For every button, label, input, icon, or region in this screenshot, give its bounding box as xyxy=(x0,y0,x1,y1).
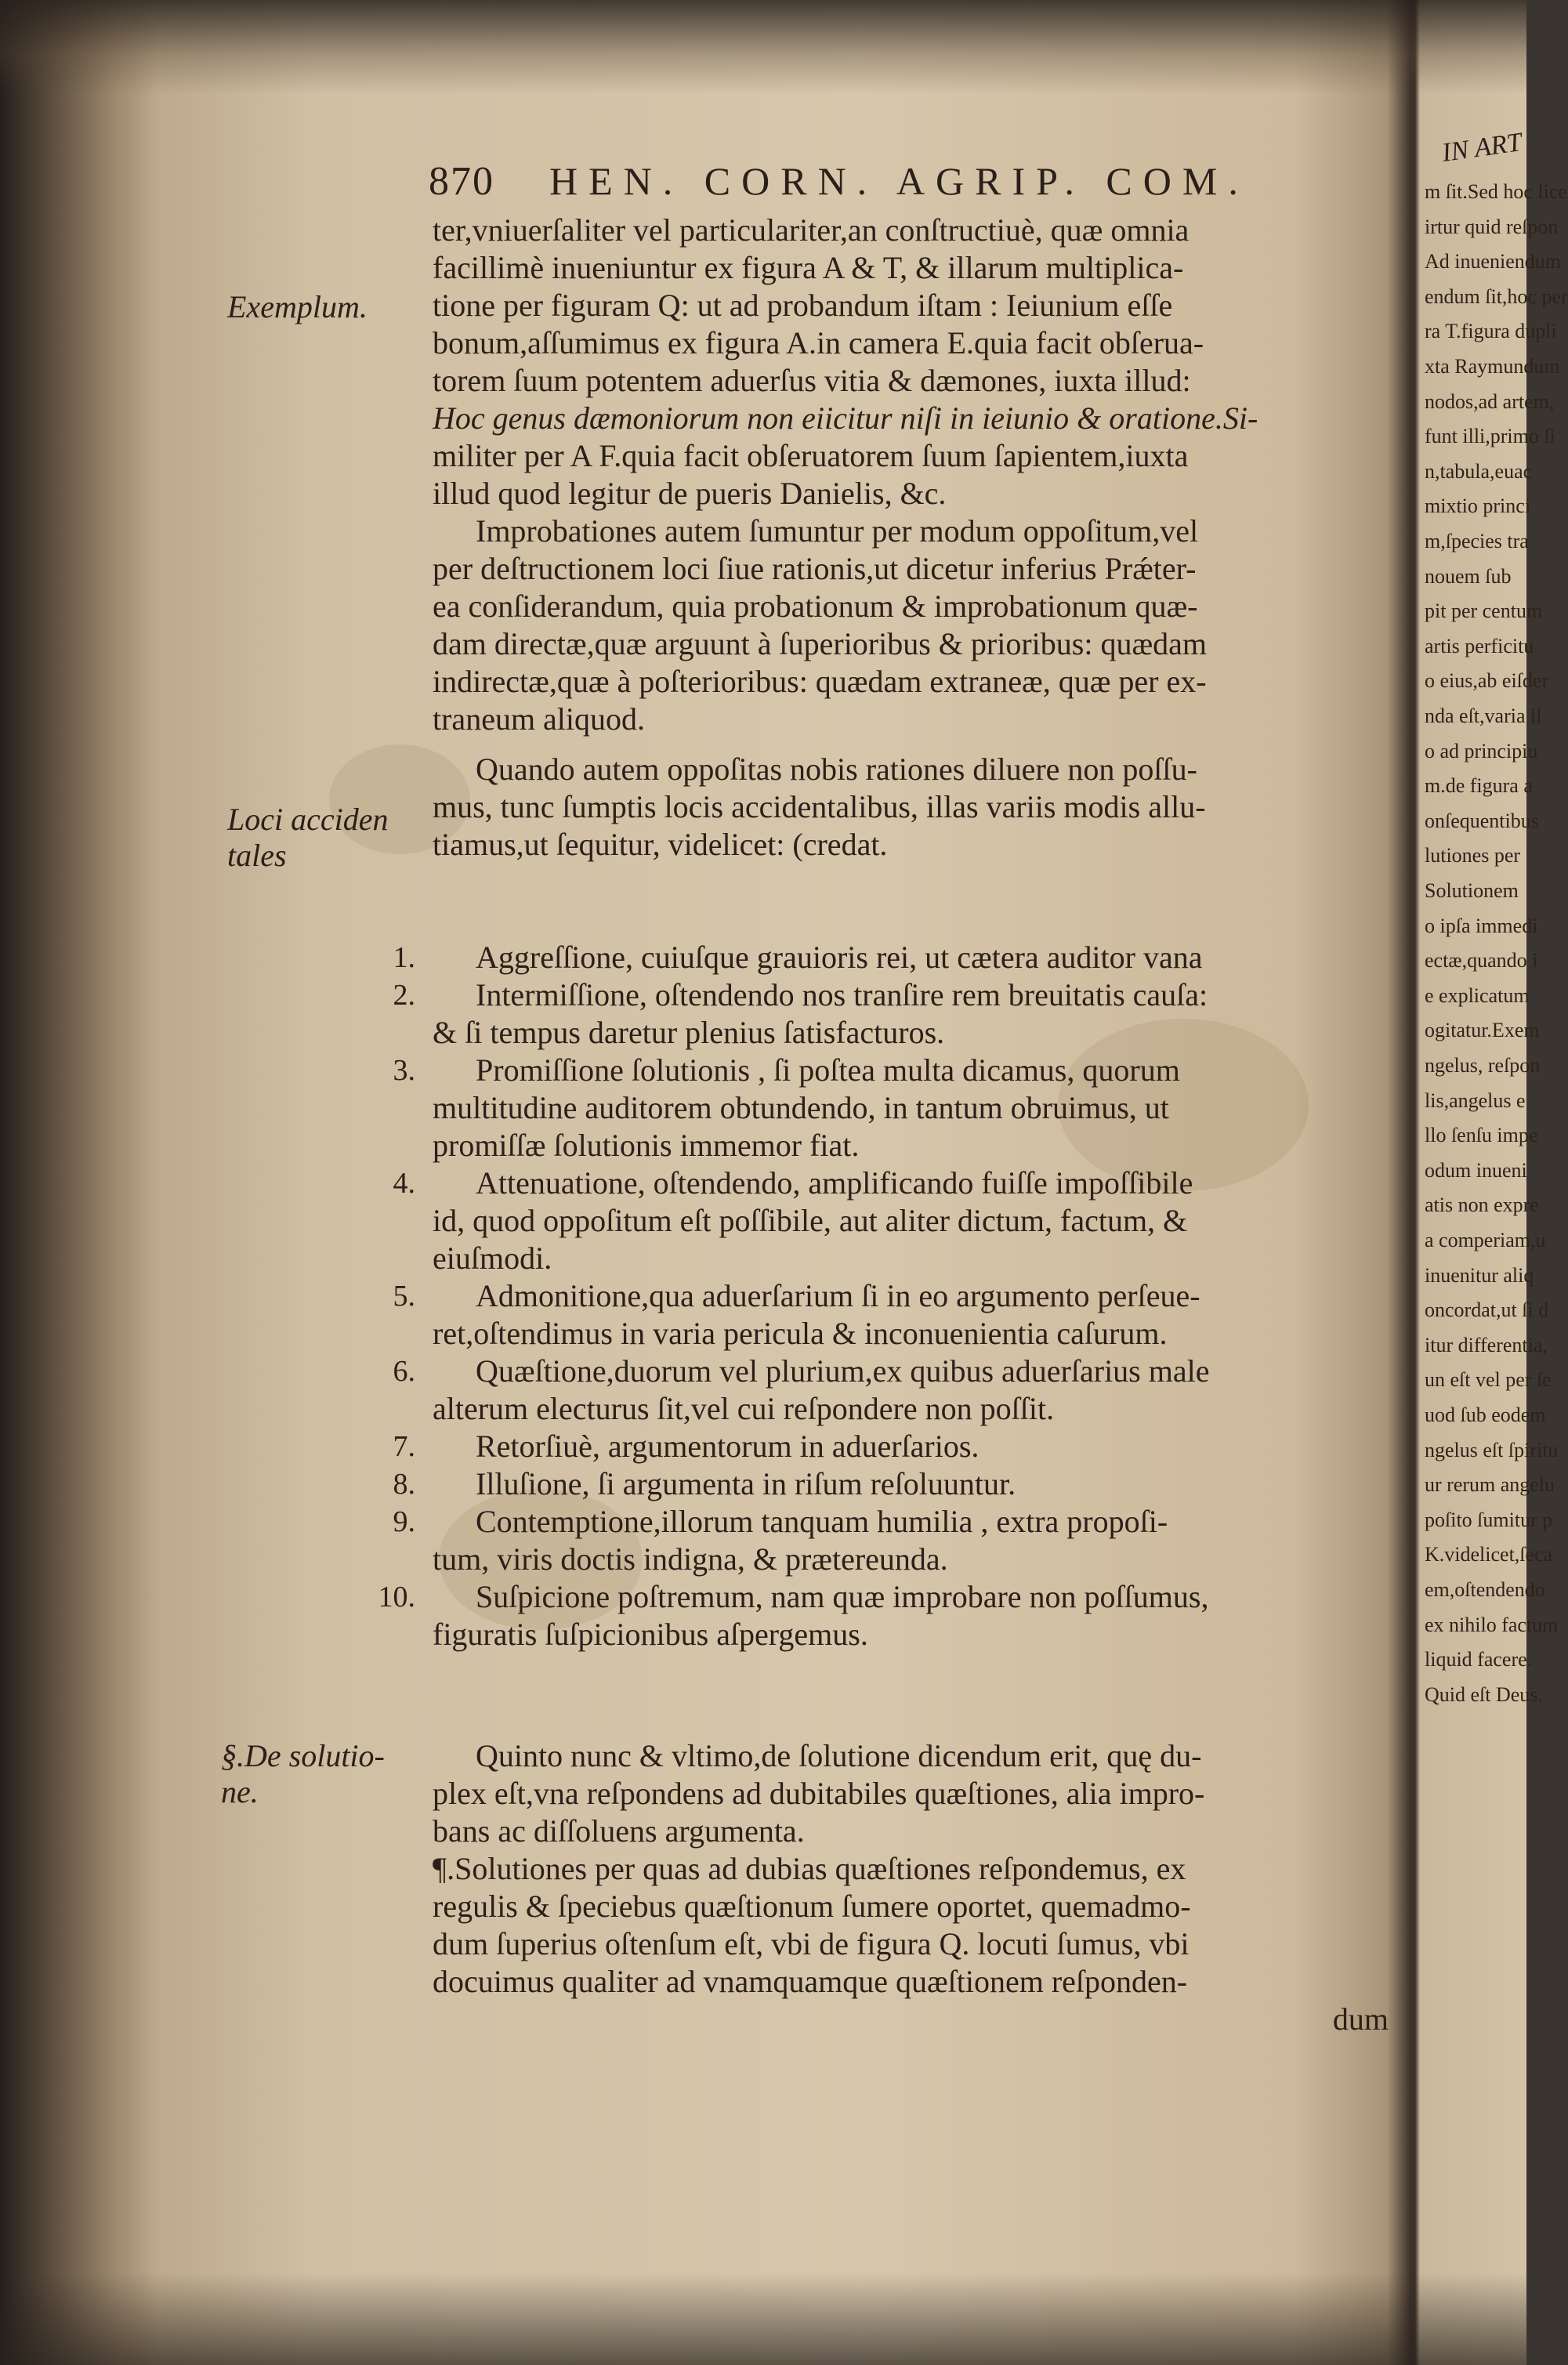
margin-note-loci: Loci acciden xyxy=(227,802,389,837)
facing-page-line: ur rerum angelu xyxy=(1425,1473,1555,1497)
text-line: ea conſiderandum, quia probationum & improbationum quæ- xyxy=(433,589,1198,624)
facing-page-line: nodos,ad artem, xyxy=(1425,389,1555,413)
facing-page-line: o ipſa immedi xyxy=(1425,914,1538,937)
facing-page-line: un eſt vel per ſe xyxy=(1425,1368,1552,1392)
facing-page-line: ngelus, reſpon xyxy=(1425,1054,1541,1077)
list-number: 5. xyxy=(393,1280,415,1313)
facing-page-line: pit per centum xyxy=(1425,599,1543,623)
text-line: id, quod oppoſitum eſt poſſibile, aut aliter dictum, factum, & xyxy=(433,1203,1188,1238)
text-line: tione per figuram Q: ut ad probandum iſtam : Ieiunium eſſe xyxy=(433,288,1173,323)
facing-page-line: liquid facere. xyxy=(1425,1648,1533,1671)
text-line: docuimus qualiter ad vnamquamque quæſtionem reſponden- xyxy=(433,1964,1188,1999)
facing-page-line: nda eſt,varia il xyxy=(1425,704,1542,727)
facing-page-line: Solutionem xyxy=(1425,879,1519,902)
facing-page-line: Quid eſt Deus. xyxy=(1425,1682,1543,1706)
text-line: regulis & ſpeciebus quæſtionum ſumere oportet, quemadmo- xyxy=(433,1889,1191,1924)
text-line: tum, viris doctis indigna, & prætereunda. xyxy=(433,1541,948,1577)
facing-page-line: irtur quid reſpon xyxy=(1425,215,1559,238)
facing-page-line: ex nihilo factum xyxy=(1425,1613,1559,1636)
facing-page-line: nouem ſub xyxy=(1425,564,1512,588)
text-line: Quando autem oppoſitas nobis rationes diluere non poſſu- xyxy=(476,752,1197,787)
text-line: Attenuatione, oſtendendo, amplificando fuiſſe impoſſibile xyxy=(476,1165,1193,1201)
text-line: indirectæ,quæ à poſterioribus: quædam extraneæ, quæ per ex- xyxy=(433,664,1207,699)
facing-page-line: m,ſpecies tra xyxy=(1425,530,1529,552)
text-line: eiuſmodi. xyxy=(433,1240,552,1276)
book-edge xyxy=(0,0,157,2365)
running-title: HEN. CORN. AGRIP. COM. xyxy=(549,159,1249,203)
margin-note-loci-cont: tales xyxy=(227,838,287,873)
facing-page-line: lis,angelus e xyxy=(1425,1088,1526,1112)
facing-page-line: ectæ,quando i xyxy=(1425,949,1538,972)
text-line: Improbationes autem ſumuntur per modum oppoſitum,vel xyxy=(476,513,1199,549)
running-head xyxy=(429,154,1330,208)
facing-page-edge xyxy=(1418,118,1568,2233)
facing-page-line: K.videlicet,ſeca xyxy=(1425,1543,1553,1566)
text-line: Intermiſſione, oſtendendo nos tranſire rem breuitatis cauſa: xyxy=(476,977,1208,1012)
text-line: Contemptione,illorum tanquam humilia , extra propoſi- xyxy=(476,1504,1168,1539)
margin-note-de-solutione-cont: ne. xyxy=(221,1774,259,1809)
facing-page-line: a comperiam,u xyxy=(1425,1229,1546,1251)
text-line: tiamus,ut ſequitur, videlicet: (credat. xyxy=(433,827,888,862)
text-line: traneum aliquod. xyxy=(433,701,646,737)
catchword: dum xyxy=(1332,2001,1389,2037)
text-line: ter,vniuerſaliter vel particulariter,an conſtructiuè, quæ omnia xyxy=(433,212,1190,248)
text-line: ret,oſtendimus in varia pericula & inconuenientia caſurum. xyxy=(433,1316,1168,1351)
facing-page-line: itur differentia, xyxy=(1425,1333,1548,1356)
list-number: 4. xyxy=(393,1167,415,1200)
text-line: mus, tunc ſumptis locis accidentalibus, illas variis modis allu- xyxy=(433,789,1206,824)
text-line: promiſſæ ſolutionis immemor fiat. xyxy=(433,1128,860,1163)
margin-note-de-solutione: §.De solutio- xyxy=(221,1738,385,1773)
list-number: 1. xyxy=(393,941,415,974)
facing-page-line: endum ſit,hoc per xyxy=(1425,284,1568,308)
facing-page-line: e explicatum xyxy=(1425,983,1530,1007)
text-line: ¶.Solutiones per quas ad dubias quæſtiones reſpondemus, ex xyxy=(433,1851,1186,1886)
facing-page-line: m ſit.Sed hoc lice xyxy=(1425,180,1567,203)
text-line: Retorſiuè, argumentorum in aduerſarios. xyxy=(476,1429,980,1464)
facing-page-line: o eius,ab eiſder xyxy=(1425,669,1549,693)
text-line: bans ac diſſoluens argumenta. xyxy=(433,1813,805,1849)
facing-page-line: xta Raymundum xyxy=(1425,355,1560,378)
facing-page-line: atis non expre xyxy=(1425,1193,1539,1217)
facing-page-line: o ad principiu xyxy=(1425,739,1538,762)
facing-page-line: m.de figura a xyxy=(1425,774,1533,798)
text-line: militer per A F.quia facit obſeruatorem ſuum ſapientem,iuxta xyxy=(433,438,1189,473)
text-line: Promiſſione ſolutionis , ſi poſtea multa dicamus, quorum xyxy=(476,1052,1180,1088)
text-line: facillimè inueniuntur ex figura A & T, & illarum multiplica- xyxy=(433,250,1184,285)
facing-page-line: uod ſub eodem xyxy=(1425,1403,1546,1426)
facing-page-line: llo ſenſu impe xyxy=(1425,1124,1538,1147)
scan-shadow-bottom xyxy=(0,2273,1526,2365)
text-line: Aggreſſione, cuiuſque grauioris rei, ut cætera auditor vana xyxy=(476,940,1203,975)
facing-page-line: ra T.figura dupli xyxy=(1425,320,1557,343)
facing-page-line: Ad inueniendum xyxy=(1425,250,1562,273)
text-line: & ſi tempus daretur plenius ſatisfacturos. xyxy=(433,1015,945,1050)
list-number: 8. xyxy=(393,1468,415,1501)
text-line: torem ſuum potentem aduerſus vitia & dæmones, iuxta illud: xyxy=(433,363,1191,398)
text-line: Illuſione, ſi argumenta in riſum reſoluuntur. xyxy=(476,1466,1016,1501)
text-line: dum ſuperius oſtenſum eſt, vbi de figura Q. locuti ſumus, vbi xyxy=(433,1926,1190,1961)
facing-page-line: lutiones per xyxy=(1425,844,1521,867)
text-line-quotation: Hoc genus dæmoniorum non eiicitur niſi in ieiunio & oratione.Si- xyxy=(433,400,1258,436)
list-number: 10. xyxy=(378,1581,415,1613)
list-number: 7. xyxy=(393,1430,415,1463)
text-line: Quinto nunc & vltimo,de ſolutione dicendum erit, quę du- xyxy=(476,1738,1202,1773)
list-number: 3. xyxy=(393,1054,415,1087)
text-line: Quæſtione,duorum vel plurium,ex quibus aduerſarius male xyxy=(476,1353,1210,1389)
text-line: dam directæ,quæ arguunt à ſuperioribus & prioribus: quædam xyxy=(433,626,1208,661)
facing-page-line: mixtio princi xyxy=(1425,494,1531,518)
facing-page-line: odum inueni xyxy=(1425,1158,1527,1182)
facing-page-line: inuenitur aliq xyxy=(1425,1263,1534,1287)
facing-page-line: n,tabula,euac xyxy=(1425,459,1533,483)
margin-note-exemplum: Exemplum. xyxy=(227,289,368,324)
facing-page-line: funt illi,primo ſi xyxy=(1425,425,1555,448)
page-number: 870 xyxy=(429,158,494,204)
facing-page-line: oncordat,ut ſi d xyxy=(1425,1298,1549,1322)
facing-page-line: ogitatur.Exem xyxy=(1425,1019,1540,1042)
text-line: Admonitione,qua aduerſarium ſi in eo argumento perſeue- xyxy=(476,1278,1200,1313)
facing-page-line: artis perficitu xyxy=(1425,634,1534,657)
text-line: alterum electurus ſit,vel cui reſpondere non poſſit. xyxy=(433,1391,1055,1426)
list-number: 9. xyxy=(393,1505,415,1538)
text-line: Suſpicione poſtremum, nam quæ improbare non poſſumus, xyxy=(476,1579,1209,1614)
facing-page-line: ngelus eſt ſpiritu xyxy=(1425,1438,1559,1461)
text-line: illud quod legitur de pueris Danielis, &c. xyxy=(433,476,947,511)
list-number: 2. xyxy=(393,979,415,1012)
text-line: bonum,aſſumimus ex figura A.in camera E.quia facit obſerua- xyxy=(433,325,1204,360)
text-line: per deſtructionem loci ſiue rationis,ut dicetur inferius Prǽter- xyxy=(433,551,1197,586)
text-line: figuratis ſuſpicionibus aſpergemus. xyxy=(433,1617,868,1652)
scan-shadow-top xyxy=(0,0,1526,94)
text-line: plex eſt,vna reſpondens ad dubitabiles quæſtiones, alia impro- xyxy=(433,1776,1205,1811)
facing-page-line: onſequentibus xyxy=(1425,809,1539,832)
facing-page-line: poſito ſumitur p xyxy=(1425,1508,1553,1531)
facing-page-head: IN ART xyxy=(1439,128,1524,168)
facing-page-line: em,oſtendendo xyxy=(1425,1578,1545,1601)
text-line: multitudine auditorem obtundendo, in tantum obruimus, ut xyxy=(433,1090,1169,1125)
list-number: 6. xyxy=(393,1355,415,1388)
